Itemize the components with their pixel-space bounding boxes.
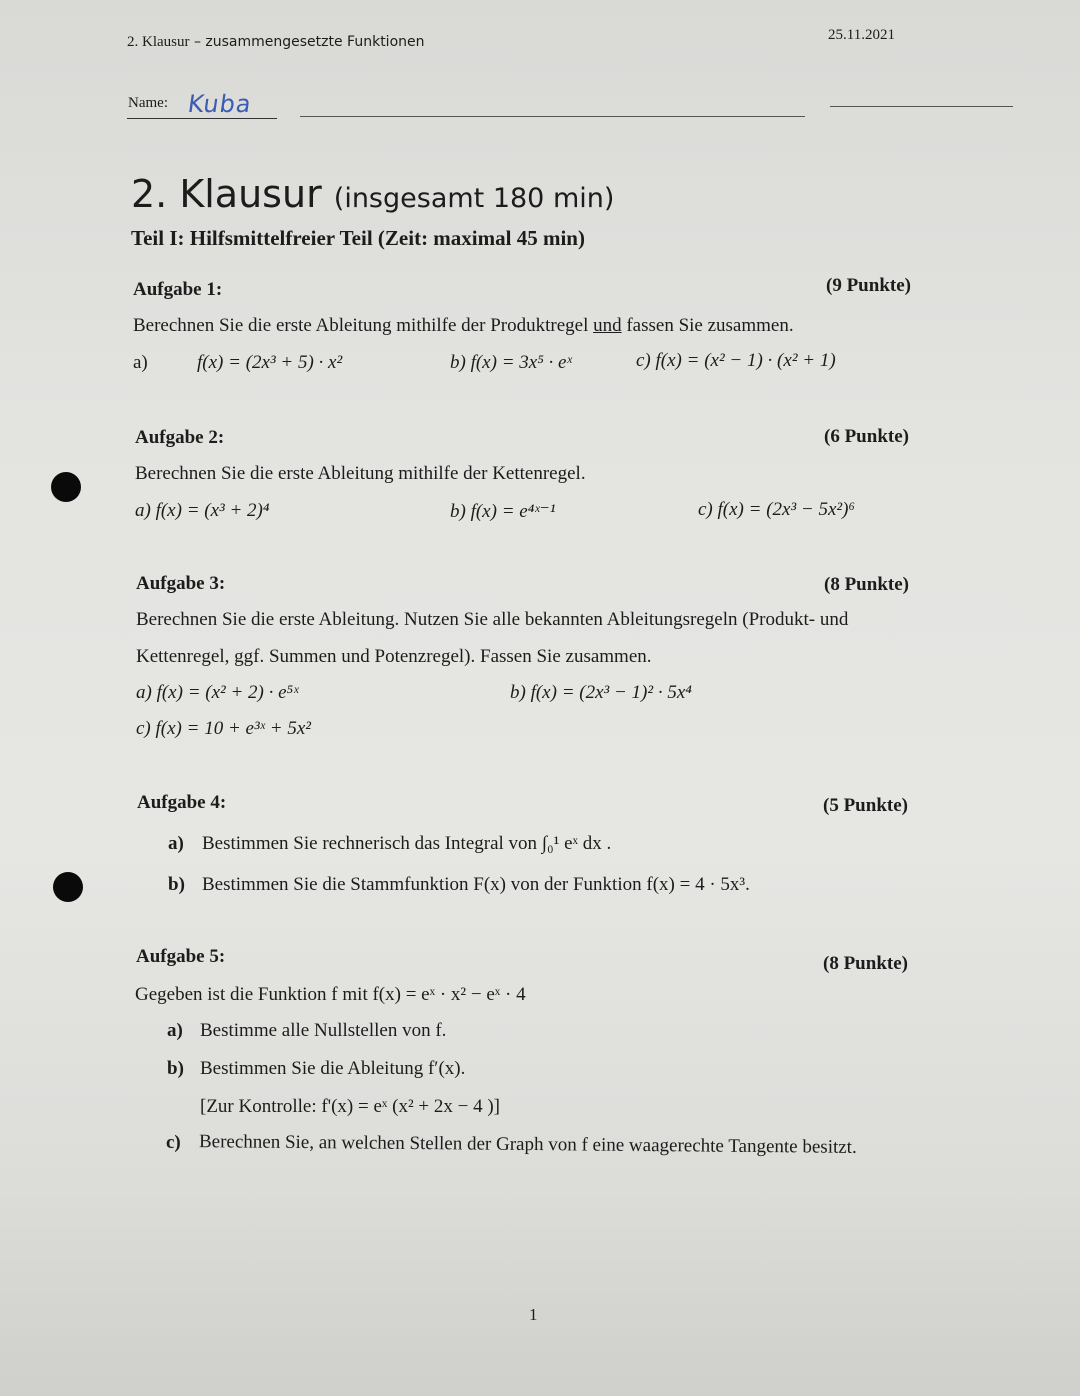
task1-intro-underlined: und bbox=[593, 315, 622, 336]
task5-points: (8 Punkte) bbox=[823, 953, 908, 974]
task1-points: (9 Punkte) bbox=[826, 275, 911, 296]
task1-c: c) f(x) = (x² − 1) · (x² + 1) bbox=[636, 350, 836, 371]
task4-heading: Aufgabe 4: bbox=[137, 792, 227, 813]
task5-intro: Gegeben ist die Funktion f mit f(x) = eˣ · x² − eˣ · 4 bbox=[135, 984, 526, 1005]
task4-a: Bestimmen Sie rechnerisch das Integral von ∫₀¹ eˣ dx . bbox=[202, 833, 612, 854]
task5-a-label: a) bbox=[167, 1020, 183, 1041]
page-title bbox=[131, 172, 614, 216]
task1-intro-b: fassen Sie zusammen. bbox=[621, 315, 794, 336]
header-date: 25.11.2021 bbox=[828, 27, 895, 43]
task2-points: (6 Punkte) bbox=[824, 426, 909, 447]
task3-heading: Aufgabe 3: bbox=[136, 573, 226, 594]
punch-hole-bottom bbox=[53, 872, 83, 902]
name-line-2 bbox=[830, 106, 1013, 107]
task3-a: a) f(x) = (x² + 2) · e⁵ˣ bbox=[136, 682, 299, 703]
task2-c: c) f(x) = (2x³ − 5x²)⁶ bbox=[698, 499, 856, 520]
task4-points: (5 Punkte) bbox=[823, 795, 908, 816]
part-heading: Teil I: Hilfsmittelfreier Teil (Zeit: maximal 45 min) bbox=[131, 226, 585, 250]
task4-b: Bestimmen Sie die Stammfunktion F(x) von der Funktion f(x) = 4 · 5x³. bbox=[202, 874, 750, 895]
task1-intro-a: Berechnen Sie die erste Ableitung mithilfe der Produktregel bbox=[133, 315, 594, 336]
header-exam: 2. Klausur bbox=[127, 34, 190, 50]
title-sub: (insgesamt 180 min) bbox=[333, 183, 615, 214]
task1-a: f(x) = (2x³ + 5) · x² bbox=[197, 352, 343, 373]
title-main: 2. Klausur bbox=[131, 172, 322, 216]
task2-heading: Aufgabe 2: bbox=[135, 427, 225, 448]
header-topic: – zusammengesetzte Funktionen bbox=[189, 34, 425, 50]
task1-intro bbox=[133, 315, 794, 337]
task1-heading: Aufgabe 1: bbox=[133, 279, 223, 300]
task4-b-label: b) bbox=[168, 874, 185, 895]
task3-intro-1: Berechnen Sie die erste Ableitung. Nutzen Sie alle bekannten Ableitungsregeln (Produkt- und bbox=[136, 609, 849, 630]
task2-b: b) f(x) = e⁴ˣ⁻¹ bbox=[450, 501, 556, 522]
name-underline bbox=[127, 118, 277, 119]
task1-a-label: a) bbox=[133, 352, 148, 373]
header-title bbox=[127, 34, 425, 51]
task2-a: a) f(x) = (x³ + 2)⁴ bbox=[135, 500, 270, 521]
task5-b-label: b) bbox=[167, 1058, 184, 1079]
task5-c: Berechnen Sie, an welchen Stellen der Graph von f eine waagerechte Tangente besitzt. bbox=[198, 1131, 857, 1158]
task5-hint: [Zur Kontrolle: f'(x) = eˣ (x² + 2x − 4 )] bbox=[200, 1096, 501, 1117]
task5-b: Bestimmen Sie die Ableitung f′(x). bbox=[200, 1058, 466, 1079]
task3-intro-2: Kettenregel, ggf. Summen und Potenzregel). Fassen Sie zusammen. bbox=[136, 646, 652, 667]
task5-c-label: c) bbox=[166, 1132, 181, 1153]
task3-b: b) f(x) = (2x³ − 1)² · 5x⁴ bbox=[510, 682, 692, 703]
task1-b: b) f(x) = 3x⁵ · eˣ bbox=[450, 352, 572, 373]
task2-intro: Berechnen Sie die erste Ableitung mithilfe der Kettenregel. bbox=[135, 463, 586, 484]
name-line-1 bbox=[300, 116, 805, 117]
task3-c: c) f(x) = 10 + e³ˣ + 5x² bbox=[136, 718, 311, 739]
task5-a: Bestimme alle Nullstellen von f. bbox=[200, 1020, 447, 1041]
name-label: Name: bbox=[128, 95, 168, 111]
punch-hole-top bbox=[51, 472, 81, 502]
name-signature: Kuba bbox=[186, 90, 254, 118]
task3-points: (8 Punkte) bbox=[824, 574, 909, 595]
page-number: 1 bbox=[529, 1305, 538, 1324]
task4-a-label: a) bbox=[168, 833, 184, 854]
task5-heading: Aufgabe 5: bbox=[136, 946, 226, 967]
